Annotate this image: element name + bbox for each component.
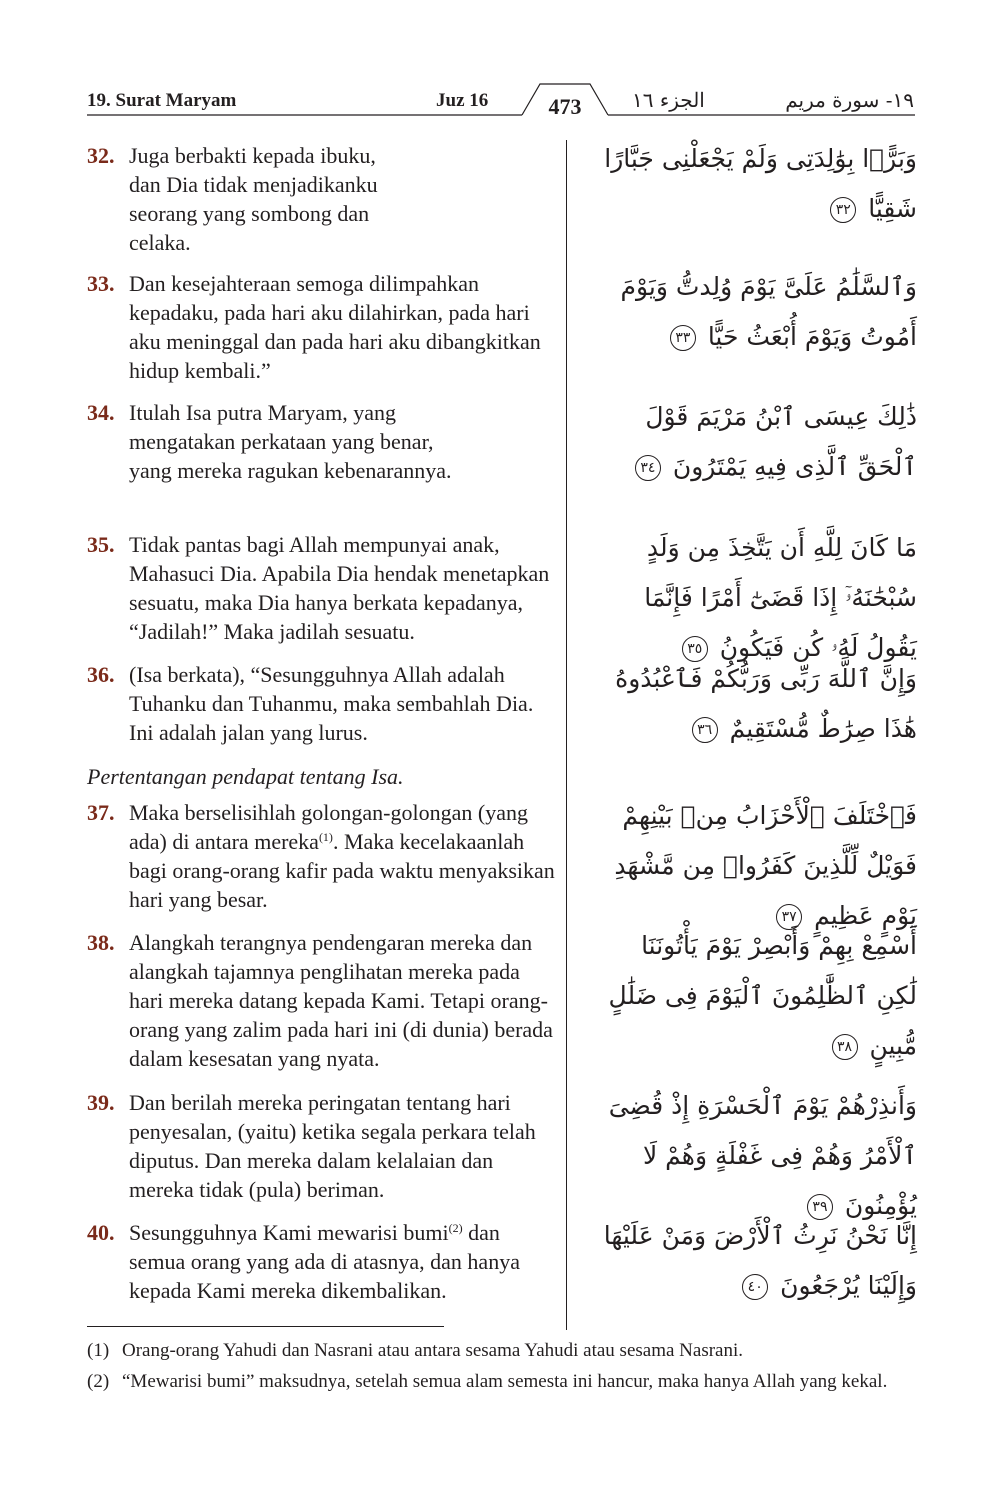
verse-35 [87, 530, 557, 646]
ayah-number: ٣٧ [776, 904, 802, 930]
verse-number: 34. [87, 400, 115, 425]
verse-translation: Dan kesejahteraan semoga dilimpahkan kepadaku, pada hari aku dilahirkan, pada hari aku meninggal dan pada hari aku dibangkitkan hidup kembali.” [129, 271, 541, 383]
arabic-text: وَإِنَّ ٱللَّهَ رَبِّى وَرَبُّكُمْ فَٱعْبُدُوهُ هَٰذَا صِرَٰطٌ مُّسْتَقِيمٌ [615, 664, 917, 743]
verse-number: 35. [87, 532, 115, 557]
arabic-text: مَا كَانَ لِلَّهِ أَن يَتَّخِذَ مِن وَلَدٍ سُبْحَٰنَهُۥٓ إِذَا قَضَىٰٓ أَمْرًا فَإِنَّمَا يَقُولُ لَهُۥ كُن فَيَكُونُ [644, 533, 917, 662]
juz-label: Juz 16 [436, 90, 489, 111]
arabic-verse-32 [597, 134, 917, 234]
verse-translation: Alangkah terangnya pendengaran mereka dan alangkah tajamnya penglihatan mereka pada hari mereka datang kepada Kami. Tetapi orang-orang yang zalim pada hari ini (di dunia) berada dalam kesesatan yang nyata. [129, 930, 553, 1071]
arabic-verse-34 [597, 392, 917, 492]
verse-translation: Itulah Isa putra Maryam, yang mengatakan perkataan yang benar, yang mereka ragukan kebenarannya. [129, 400, 452, 483]
verse-translation [129, 1218, 557, 1305]
arabic-verse-39 [597, 1081, 917, 1231]
arabic-verse-37 [597, 791, 917, 941]
ayah-number: ٣٦ [692, 717, 718, 743]
arabic-text: أَسْمِعْ بِهِمْ وَأَبْصِرْ يَوْمَ يَأْتُونَنَا لَٰكِنِ ٱلظَّٰلِمُونَ ٱلْيَوْمَ فِى ضَلَٰلٍ مُّبِينٍ [608, 931, 917, 1060]
ayah-number: ٣٤ [635, 455, 661, 481]
section-heading: Pertentangan pendapat tentang Isa. [87, 764, 404, 789]
footnote-ref[interactable]: (1) [318, 830, 333, 844]
verse-number: 32. [87, 143, 115, 168]
footnote-mark: (1) [87, 1340, 110, 1361]
arabic-verse-36 [597, 654, 917, 754]
ayah-number: ٣٨ [832, 1034, 858, 1060]
verse-number: 33. [87, 271, 115, 296]
footnote-ref[interactable]: (2) [448, 1221, 463, 1235]
verse-37 [87, 798, 557, 914]
verse-translation: Tidak pantas bagi Allah mempunyai anak, Mahasuci Dia. Apabila Dia hendak menetapkan sesuatu, maka Dia hanya berkata kepadanya, “Jadilah!” Maka jadilah sesuatu. [129, 532, 550, 644]
verse-translation [129, 798, 557, 914]
arabic-verse-33 [597, 262, 917, 362]
verse-number: 40. [87, 1220, 115, 1245]
footnote-rule [87, 1326, 444, 1327]
arabic-text: وَٱلسَّلَٰمُ عَلَىَّ يَوْمَ وُلِدتُّ وَيَوْمَ أَمُوتُ وَيَوْمَ أُبْعَثُ حَيًّا [620, 272, 917, 351]
ayah-number: ٣٩ [807, 1194, 833, 1220]
arabic-text: وَأَنذِرْهُمْ يَوْمَ ٱلْحَسْرَةِ إِذْ قُضِىَ ٱلْأَمْرُ وَهُمْ فِى غَفْلَةٍ وَهُمْ لَا يُؤْمِنُونَ [608, 1091, 917, 1220]
verse-translation: (Isa berkata), “Sesungguhnya Allah adalah Tuhanku dan Tuhanmu, maka sembahlah Dia. Ini adalah jalan yang lurus. [129, 662, 534, 745]
verse-text-part: dan semua orang yang ada di atasnya, dan hanya kepada Kami mereka dikembalikan. [129, 1220, 520, 1303]
column-divider [566, 140, 567, 1330]
verse-text-part: Maka berselisihlah golongan-golongan (yang ada) di antara mereka [129, 800, 528, 854]
verse-text-part: Sesungguhnya Kami mewarisi bumi [129, 1220, 449, 1245]
verse-38 [87, 928, 557, 1073]
verse-32 [87, 141, 407, 257]
verse-39 [87, 1088, 557, 1204]
verse-number: 37. [87, 800, 115, 825]
arabic-verse-40 [597, 1211, 917, 1311]
verse-number: 39. [87, 1090, 115, 1115]
surah-title-arabic: ١٩- سورة مريم [785, 88, 914, 112]
surah-title: 19. Surat Maryam [87, 90, 237, 111]
verse-number: 38. [87, 930, 115, 955]
ayah-number: ٣٥ [682, 636, 708, 662]
verse-number: 36. [87, 662, 115, 687]
ayah-number: ٣٣ [670, 325, 696, 351]
footnote-1 [87, 1339, 917, 1363]
arabic-text: ذَٰلِكَ عِيسَى ٱبْنُ مَرْيَمَ قَوْلَ ٱلْحَقِّ ٱلَّذِى فِيهِ يَمْتَرُونَ [645, 402, 917, 481]
footnote-text: Orang-orang Yahudi dan Nasrani atau antara sesama Yahudi atau sesama Nasrani. [122, 1340, 744, 1361]
verse-translation: Dan berilah mereka peringatan tentang hari penyesalan, (yaitu) ketika segala perkara telah diputus. Dan mereka dalam kelalaian dan mereka tidak (pula) beriman. [129, 1090, 536, 1202]
arabic-verse-35 [597, 523, 917, 673]
verse-text-part: . Maka kecelakaanlah bagi orang-orang kafir pada waktu menyaksikan hari yang besar. [129, 829, 555, 912]
page-header [0, 0, 1000, 130]
verse-40 [87, 1218, 557, 1305]
footnote-mark: (2) [87, 1371, 110, 1392]
ayah-number: ٤٠ [742, 1274, 768, 1300]
verse-translation: Juga berbakti kepada ibuku, dan Dia tidak menjadikanku seorang yang sombong dan celaka. [129, 143, 378, 255]
ayah-number: ٣٢ [830, 197, 856, 223]
arabic-verse-38 [597, 921, 917, 1071]
arabic-text: فَٱخْتَلَفَ ٱلْأَحْزَابُ مِنۢ بَيْنِهِمْ فَوَيْلٌ لِّلَّذِينَ كَفَرُوا۟ مِن مَّشْهَدِ يَوْمٍ عَظِيمٍ [614, 801, 917, 930]
verse-36 [87, 660, 557, 747]
footnote-2 [87, 1370, 917, 1394]
page-number: 473 [548, 94, 582, 119]
footnote-text: “Mewarisi bumi” maksudnya, setelah semua alam semesta ini hancur, maka hanya Allah yang kekal. [122, 1371, 888, 1392]
verse-33 [87, 269, 557, 385]
arabic-text: وَبَرًّۢا بِوَٰلِدَتِى وَلَمْ يَجْعَلْنِى جَبَّارًا شَقِيًّا [604, 144, 917, 223]
juz-label-arabic: الجزء ١٦ [632, 88, 705, 112]
verse-34 [87, 398, 467, 485]
arabic-text: إِنَّا نَحْنُ نَرِثُ ٱلْأَرْضَ وَمَنْ عَلَيْهَا وَإِلَيْنَا يُرْجَعُونَ [603, 1221, 917, 1300]
